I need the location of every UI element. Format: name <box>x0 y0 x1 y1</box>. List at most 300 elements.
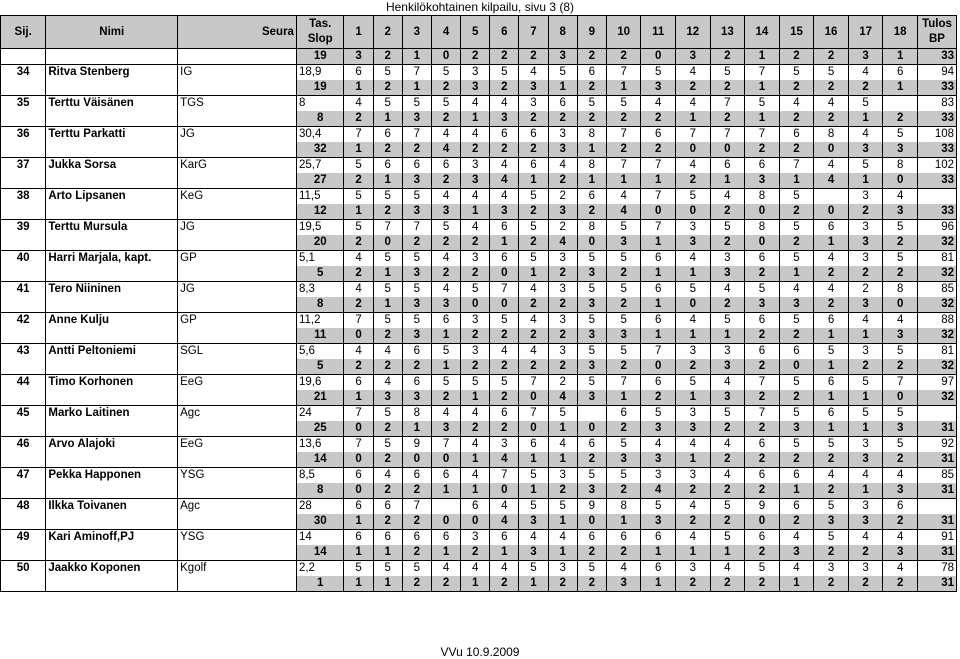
header-hole: 11 <box>641 16 676 49</box>
stroke-cell: 7 <box>676 127 711 143</box>
points-cell: 1 <box>519 576 548 592</box>
stroke-cell: 7 <box>606 127 641 143</box>
stroke-total: 83 <box>917 96 956 112</box>
stroke-cell: 5 <box>402 189 431 205</box>
points-cell: 0 <box>519 421 548 437</box>
stroke-cell: 5 <box>402 561 431 577</box>
points-total: 33 <box>917 80 956 96</box>
points-cell: 3 <box>883 204 918 220</box>
stroke-cell: 3 <box>490 437 519 453</box>
stroke-cell: 6 <box>519 437 548 453</box>
points-cell: 3 <box>883 483 918 499</box>
stroke-cell: 3 <box>461 530 490 546</box>
points-cell: 0 <box>431 452 460 468</box>
points-cell: 1 <box>606 390 641 406</box>
stroke-cell: 5 <box>814 530 849 546</box>
empty-cell <box>46 390 178 406</box>
stroke-cell: 6 <box>344 468 373 484</box>
points-total: 33 <box>917 142 956 158</box>
stroke-cell: 3 <box>461 344 490 360</box>
stroke-cell: 5 <box>848 406 883 422</box>
stroke-cell: 3 <box>548 561 577 577</box>
points-cell: 4 <box>490 452 519 468</box>
points-cell: 4 <box>606 204 641 220</box>
stroke-cell: 5 <box>373 437 402 453</box>
stroke-cell: 4 <box>814 158 849 174</box>
header-hole: 7 <box>519 16 548 49</box>
stroke-cell: 7 <box>402 220 431 236</box>
points-cell: 2 <box>402 142 431 158</box>
points-cell: 2 <box>779 514 814 530</box>
stroke-cell: 3 <box>676 220 711 236</box>
player-row <box>1 468 957 484</box>
stroke-cell: 4 <box>779 530 814 546</box>
points-cell: 3 <box>883 328 918 344</box>
stroke-cell: 5 <box>577 468 606 484</box>
handicap-cell: 30,4 <box>296 127 344 143</box>
stroke-cell: 7 <box>641 344 676 360</box>
points-cell: 2 <box>710 80 745 96</box>
stroke-cell: 6 <box>814 375 849 391</box>
points-cell: 1 <box>548 452 577 468</box>
stroke-total: 94 <box>917 65 956 81</box>
stroke-cell: 4 <box>461 96 490 112</box>
stroke-cell: 5 <box>577 251 606 267</box>
points-cell: 3 <box>548 49 577 65</box>
points-cell: 2 <box>641 142 676 158</box>
stroke-cell: 5 <box>848 375 883 391</box>
stroke-cell: 7 <box>641 220 676 236</box>
points-cell: 2 <box>641 390 676 406</box>
points-cell: 2 <box>606 49 641 65</box>
stroke-cell: 3 <box>848 344 883 360</box>
stroke-cell: 7 <box>402 127 431 143</box>
points-cell: 0 <box>431 514 460 530</box>
results-table <box>0 15 957 592</box>
stroke-cell: 4 <box>344 96 373 112</box>
stroke-cell: 7 <box>779 158 814 174</box>
points-cell: 1 <box>848 483 883 499</box>
stroke-cell: 4 <box>548 158 577 174</box>
stroke-cell: 3 <box>848 561 883 577</box>
club-cell: EeG <box>178 375 297 391</box>
empty-cell <box>46 514 178 530</box>
stroke-total: 102 <box>917 158 956 174</box>
points-cell: 2 <box>548 266 577 282</box>
stroke-cell: 5 <box>373 561 402 577</box>
points-cell: 3 <box>606 235 641 251</box>
player-row <box>1 375 957 391</box>
stroke-cell: 5 <box>431 344 460 360</box>
stroke-cell: 6 <box>745 158 780 174</box>
player-name: Jukka Sorsa <box>46 158 178 174</box>
stroke-cell: 5 <box>606 282 641 298</box>
points-cell: 2 <box>779 111 814 127</box>
stroke-cell: 6 <box>814 313 849 329</box>
stroke-cell: 7 <box>606 65 641 81</box>
stroke-cell: 4 <box>606 561 641 577</box>
stroke-cell: 4 <box>676 158 711 174</box>
points-cell: 2 <box>373 80 402 96</box>
page-title: Henkilökohtainen kilpailu, sivu 3 (8) <box>385 0 575 14</box>
empty-cell <box>46 483 178 499</box>
points-hcp: 1 <box>296 576 344 592</box>
stroke-cell: 4 <box>883 561 918 577</box>
stroke-cell: 4 <box>344 344 373 360</box>
empty-cell <box>178 483 297 499</box>
stroke-cell <box>431 499 460 515</box>
points-cell: 2 <box>745 390 780 406</box>
stroke-cell: 7 <box>641 189 676 205</box>
rank-cell: 37 <box>1 158 46 174</box>
points-cell: 2 <box>431 111 460 127</box>
points-cell: 1 <box>676 545 711 561</box>
stroke-cell: 6 <box>779 468 814 484</box>
header-hole: 10 <box>606 16 641 49</box>
stroke-cell: 8 <box>402 406 431 422</box>
handicap-cell: 5,1 <box>296 251 344 267</box>
points-cell: 0 <box>461 514 490 530</box>
points-cell: 0 <box>641 359 676 375</box>
club-cell: JG <box>178 127 297 143</box>
stroke-cell: 5 <box>641 499 676 515</box>
stroke-cell: 5 <box>606 468 641 484</box>
stroke-cell: 2 <box>548 189 577 205</box>
empty-cell <box>1 452 46 468</box>
points-cell: 3 <box>676 49 711 65</box>
stroke-cell: 6 <box>402 468 431 484</box>
stroke-cell: 7 <box>490 282 519 298</box>
points-cell: 2 <box>848 576 883 592</box>
points-cell: 1 <box>848 390 883 406</box>
empty-cell <box>178 545 297 561</box>
points-cell: 2 <box>606 483 641 499</box>
stroke-cell: 4 <box>461 189 490 205</box>
top-points-row <box>1 49 957 65</box>
stroke-cell: 4 <box>848 65 883 81</box>
points-cell: 1 <box>606 80 641 96</box>
points-cell: 1 <box>814 328 849 344</box>
rank-cell: 46 <box>1 437 46 453</box>
rank-cell: 48 <box>1 499 46 515</box>
stroke-cell: 5 <box>676 282 711 298</box>
handicap-cell: 11,5 <box>296 189 344 205</box>
player-row <box>1 96 957 112</box>
player-name: Harri Marjala, kapt. <box>46 251 178 267</box>
points-cell: 2 <box>606 142 641 158</box>
header-hole: 9 <box>577 16 606 49</box>
club-cell: YSG <box>178 530 297 546</box>
points-cell: 2 <box>710 576 745 592</box>
points-total: 31 <box>917 576 956 592</box>
stroke-cell: 5 <box>577 282 606 298</box>
points-hcp: 19 <box>296 80 344 96</box>
points-hcp: 12 <box>296 204 344 220</box>
points-cell: 2 <box>519 142 548 158</box>
points-row <box>1 545 957 561</box>
stroke-total: 78 <box>917 561 956 577</box>
points-cell: 3 <box>373 390 402 406</box>
player-name: Pekka Happonen <box>46 468 178 484</box>
empty-cell <box>1 173 46 189</box>
points-cell: 1 <box>548 421 577 437</box>
points-total: 33 <box>917 173 956 189</box>
points-cell: 1 <box>519 266 548 282</box>
points-cell: 2 <box>883 576 918 592</box>
points-cell: 1 <box>519 483 548 499</box>
points-cell: 2 <box>373 421 402 437</box>
header-hole: 3 <box>402 16 431 49</box>
player-row <box>1 189 957 205</box>
points-cell: 2 <box>779 204 814 220</box>
stroke-cell: 6 <box>745 313 780 329</box>
player-row <box>1 313 957 329</box>
points-total: 33 <box>917 49 956 65</box>
points-cell: 0 <box>344 421 373 437</box>
points-cell: 2 <box>548 173 577 189</box>
empty-cell <box>1 545 46 561</box>
stroke-cell: 9 <box>402 437 431 453</box>
points-cell: 2 <box>519 49 548 65</box>
points-cell: 0 <box>461 297 490 313</box>
stroke-cell: 5 <box>577 375 606 391</box>
stroke-cell: 6 <box>779 499 814 515</box>
empty-cell <box>1 235 46 251</box>
stroke-cell: 5 <box>519 220 548 236</box>
stroke-cell: 4 <box>490 158 519 174</box>
points-cell: 2 <box>344 359 373 375</box>
player-row <box>1 499 957 515</box>
points-cell: 3 <box>461 173 490 189</box>
club-cell: EeG <box>178 437 297 453</box>
stroke-cell: 5 <box>431 375 460 391</box>
points-cell: 2 <box>779 452 814 468</box>
empty-cell <box>1 390 46 406</box>
points-cell: 3 <box>431 297 460 313</box>
points-row <box>1 297 957 313</box>
points-cell: 1 <box>641 235 676 251</box>
points-cell: 2 <box>606 297 641 313</box>
stroke-cell: 5 <box>373 282 402 298</box>
handicap-cell: 25,7 <box>296 158 344 174</box>
stroke-cell: 3 <box>848 189 883 205</box>
points-cell: 1 <box>373 545 402 561</box>
header-hole: 15 <box>779 16 814 49</box>
points-cell: 0 <box>883 297 918 313</box>
points-cell: 2 <box>490 142 519 158</box>
player-name: Terttu Parkatti <box>46 127 178 143</box>
player-row <box>1 251 957 267</box>
points-cell: 2 <box>431 80 460 96</box>
points-cell: 2 <box>344 266 373 282</box>
points-cell: 2 <box>577 576 606 592</box>
header-hole: 6 <box>490 16 519 49</box>
points-cell: 3 <box>577 390 606 406</box>
stroke-cell: 5 <box>490 375 519 391</box>
header-hole: 17 <box>848 16 883 49</box>
stroke-cell: 6 <box>745 530 780 546</box>
points-cell: 1 <box>461 204 490 220</box>
stroke-cell: 4 <box>710 437 745 453</box>
header-name: Nimi <box>46 16 178 49</box>
points-cell: 2 <box>373 359 402 375</box>
stroke-cell: 3 <box>848 220 883 236</box>
points-cell: 3 <box>676 421 711 437</box>
stroke-cell: 4 <box>883 530 918 546</box>
points-cell: 2 <box>490 390 519 406</box>
points-cell: 2 <box>490 576 519 592</box>
stroke-cell: 4 <box>676 499 711 515</box>
points-cell: 3 <box>577 483 606 499</box>
header-club: Seura <box>178 16 297 49</box>
points-cell: 1 <box>461 576 490 592</box>
points-cell: 1 <box>883 49 918 65</box>
stroke-cell: 8 <box>606 499 641 515</box>
stroke-cell: 5 <box>883 406 918 422</box>
stroke-cell: 5 <box>373 251 402 267</box>
stroke-cell: 6 <box>431 530 460 546</box>
points-cell: 2 <box>883 235 918 251</box>
points-cell: 1 <box>373 297 402 313</box>
points-cell: 3 <box>676 235 711 251</box>
stroke-cell: 5 <box>490 65 519 81</box>
empty-cell <box>46 359 178 375</box>
points-row <box>1 173 957 189</box>
points-cell: 2 <box>814 545 849 561</box>
header-hole: 1 <box>344 16 373 49</box>
points-cell: 0 <box>431 49 460 65</box>
stroke-cell: 6 <box>402 158 431 174</box>
stroke-cell: 5 <box>431 65 460 81</box>
points-cell: 3 <box>577 297 606 313</box>
handicap-cell: 8 <box>296 96 344 112</box>
points-cell: 2 <box>745 266 780 282</box>
points-cell: 0 <box>641 204 676 220</box>
points-cell: 2 <box>577 452 606 468</box>
player-name: Tero Niininen <box>46 282 178 298</box>
header-hole: 8 <box>548 16 577 49</box>
points-cell: 0 <box>344 452 373 468</box>
stroke-cell: 4 <box>461 561 490 577</box>
stroke-cell: 4 <box>710 282 745 298</box>
stroke-cell: 4 <box>676 437 711 453</box>
stroke-cell: 4 <box>710 468 745 484</box>
stroke-cell: 3 <box>548 282 577 298</box>
points-row <box>1 390 957 406</box>
stroke-cell: 4 <box>431 282 460 298</box>
stroke-cell: 8 <box>745 220 780 236</box>
empty-cell <box>46 142 178 158</box>
points-cell: 2 <box>814 297 849 313</box>
stroke-cell: 7 <box>745 65 780 81</box>
points-hcp: 14 <box>296 545 344 561</box>
points-row <box>1 142 957 158</box>
points-cell: 1 <box>606 173 641 189</box>
stroke-cell: 3 <box>676 406 711 422</box>
points-cell: 3 <box>883 421 918 437</box>
points-cell: 0 <box>641 49 676 65</box>
points-row <box>1 421 957 437</box>
stroke-total: 92 <box>917 437 956 453</box>
points-cell: 2 <box>373 328 402 344</box>
points-cell: 1 <box>676 452 711 468</box>
stroke-cell: 6 <box>490 220 519 236</box>
empty-cell <box>178 576 297 592</box>
points-cell: 3 <box>402 390 431 406</box>
stroke-cell: 3 <box>641 468 676 484</box>
points-cell: 1 <box>461 483 490 499</box>
stroke-cell: 6 <box>490 127 519 143</box>
stroke-cell: 5 <box>519 561 548 577</box>
stroke-cell: 8 <box>577 127 606 143</box>
points-cell: 2 <box>606 266 641 282</box>
stroke-cell: 4 <box>710 561 745 577</box>
points-cell: 3 <box>548 142 577 158</box>
empty-cell <box>1 111 46 127</box>
points-cell: 2 <box>606 545 641 561</box>
stroke-cell: 4 <box>606 189 641 205</box>
points-cell: 2 <box>710 111 745 127</box>
points-cell: 2 <box>745 421 780 437</box>
stroke-cell: 3 <box>548 251 577 267</box>
empty-cell <box>46 235 178 251</box>
stroke-cell: 4 <box>461 437 490 453</box>
points-cell: 3 <box>710 359 745 375</box>
points-cell: 2 <box>577 49 606 65</box>
points-cell: 1 <box>548 514 577 530</box>
points-total: 31 <box>917 514 956 530</box>
stroke-cell: 2 <box>848 282 883 298</box>
points-cell: 2 <box>745 452 780 468</box>
points-cell: 2 <box>431 235 460 251</box>
stroke-cell: 4 <box>461 406 490 422</box>
points-cell: 0 <box>373 235 402 251</box>
player-row <box>1 220 957 236</box>
stroke-cell: 6 <box>431 468 460 484</box>
empty-cell <box>1 576 46 592</box>
points-total: 32 <box>917 390 956 406</box>
stroke-total <box>917 406 956 422</box>
stroke-cell: 4 <box>490 189 519 205</box>
points-cell: 2 <box>606 111 641 127</box>
stroke-cell: 5 <box>883 220 918 236</box>
points-cell: 2 <box>490 49 519 65</box>
empty-cell <box>46 328 178 344</box>
points-cell: 4 <box>490 173 519 189</box>
stroke-cell: 6 <box>883 65 918 81</box>
points-cell: 2 <box>461 421 490 437</box>
points-total: 33 <box>917 204 956 220</box>
header-row <box>1 16 957 49</box>
empty-cell <box>46 80 178 96</box>
stroke-cell: 7 <box>344 127 373 143</box>
stroke-cell: 6 <box>344 499 373 515</box>
points-cell: 3 <box>344 49 373 65</box>
points-cell: 3 <box>814 514 849 530</box>
stroke-total: 88 <box>917 313 956 329</box>
points-cell: 2 <box>710 204 745 220</box>
points-cell: 3 <box>461 80 490 96</box>
points-cell: 1 <box>344 545 373 561</box>
empty-cell <box>178 421 297 437</box>
points-hcp: 5 <box>296 359 344 375</box>
points-cell: 2 <box>548 111 577 127</box>
empty-cell <box>178 80 297 96</box>
empty-cell <box>1 142 46 158</box>
points-cell: 2 <box>519 297 548 313</box>
stroke-cell: 5 <box>402 313 431 329</box>
points-cell: 2 <box>373 483 402 499</box>
